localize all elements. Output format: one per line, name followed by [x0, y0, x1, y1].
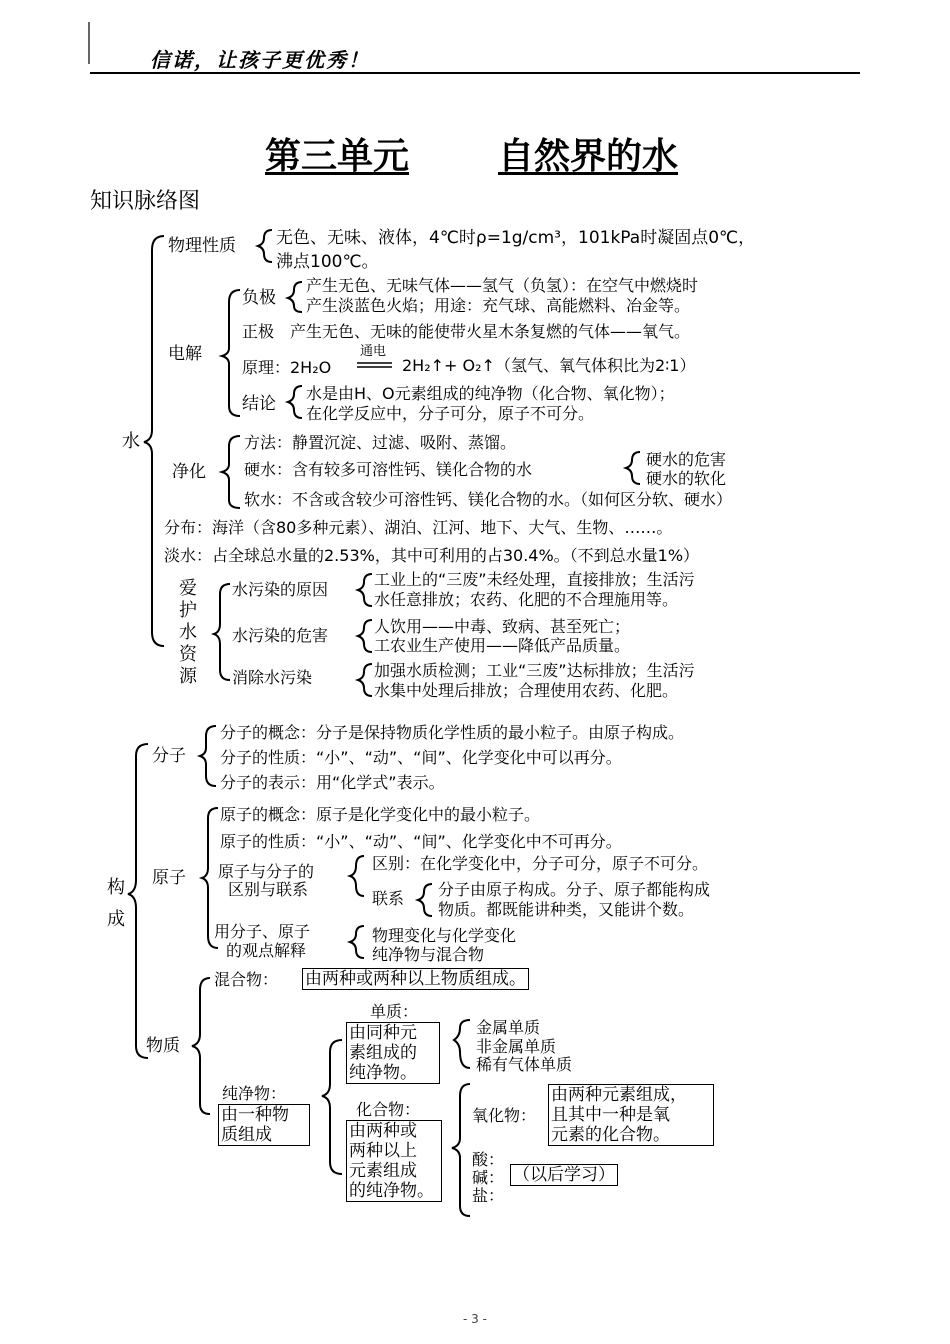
electrolysis-label: 电解	[168, 344, 202, 364]
pure-def-line-1: 由一种物	[221, 1105, 289, 1125]
composition-root: 构成	[107, 877, 125, 930]
brace-harm	[358, 620, 372, 652]
oxide-def-line-2: 且其中一种是氧	[551, 1105, 670, 1125]
pollution-harm-line-2: 工农业生产使用——降低产品质量。	[374, 636, 631, 655]
pollution-elim-line-1: 加强水质检测；工业“三废”达标排放；生活污	[374, 661, 695, 680]
atom-concept: 原子的概念：原子是化学变化中的最小粒子。	[220, 805, 541, 824]
purify-method: 方法：静置沉淀、过滤、吸附、蒸馏。	[244, 433, 517, 452]
link-label: 联系	[372, 889, 405, 908]
compound-definition-box	[346, 1120, 442, 1202]
atom-property: 原子的性质：“小”、“动”、“间”、化学变化中不可再分。	[220, 832, 622, 851]
pollution-elim-label: 消除水污染	[232, 668, 313, 687]
brace-physical	[258, 230, 272, 262]
negative-label: 负极	[242, 288, 276, 308]
brace-composition	[128, 744, 148, 1058]
pure-definition-box	[218, 1104, 310, 1146]
element-def-line-3: 纯净物。	[349, 1063, 417, 1083]
principle-products: 2H₂↑+ O₂↑（氢气、氧气体积比为2∶1）	[402, 356, 696, 375]
atom-label: 原子	[152, 868, 186, 888]
brace-matter	[192, 978, 210, 1114]
relation-line-1: 原子与分子的	[218, 862, 315, 881]
conclusion-line-2: 在化学反应中，分子可分，原子不可分。	[306, 404, 595, 423]
protect-label: 爱护水资源	[179, 578, 197, 687]
header-slogan: 信诺，让孩子更优秀！	[150, 48, 370, 72]
brace-water	[144, 236, 164, 646]
purify-label: 净化	[172, 462, 206, 482]
pollution-cause-line-2: 水任意排放；农药、化肥的不合理施用等。	[374, 590, 679, 609]
molecule-property: 分子的性质：“小”、“动”、“间”、化学变化中可以再分。	[220, 748, 622, 767]
mixture-definition-box	[302, 968, 529, 990]
brace-cause	[358, 574, 372, 606]
brace-hard	[626, 452, 640, 484]
molecule-concept: 分子的概念：分子是保持物质化学性质的最小粒子。由原子构成。	[220, 723, 685, 742]
conclusion-label: 结论	[242, 394, 276, 414]
pollution-harm-line-1: 人饮用——中毒、致病、甚至死亡；	[374, 617, 631, 636]
noble-gas-element: 稀有气体单质	[476, 1055, 573, 1074]
element-def-line-2: 素组成的	[349, 1043, 417, 1063]
molecule-notation: 分子的表示：用“化学式”表示。	[220, 773, 445, 792]
link-line-2: 物质。都既能讲种类，又能讲个数。	[438, 900, 695, 919]
matter-label: 物质	[146, 1036, 180, 1056]
view-item-pure-mixture: 纯净物与混合物	[372, 945, 485, 964]
brace-compound	[452, 1084, 470, 1216]
metal-element: 金属单质	[476, 1018, 541, 1037]
link-line-1: 分子由原子构成。分子、原子都能构成	[438, 880, 711, 899]
oxide-definition-box	[548, 1084, 714, 1146]
compound-def-line-1: 由两种或	[349, 1121, 417, 1141]
water-root: 水	[122, 431, 140, 452]
pure-label: 纯净物：	[222, 1084, 287, 1103]
relation-line-2: 区别与联系	[228, 880, 309, 899]
view-item-physical-chemical: 物理变化与化学变化	[372, 926, 517, 945]
relation-difference: 区别：在化学变化中，分子可分，原子不可分。	[372, 854, 709, 873]
principle-condition: 通电	[360, 344, 387, 359]
molecule-label: 分子	[152, 746, 186, 766]
conclusion-line-1: 水是由H、O元素组成的纯净物（化合物、氧化物）；	[306, 384, 675, 403]
later-study-box	[510, 1164, 618, 1186]
pollution-elim-line-2: 水集中处理后排放；合理使用农药、化肥。	[374, 681, 679, 700]
soft-water: 软水：不含或含较少可溶性钙、镁化合物的水。（如何区分软、硬水）	[244, 490, 733, 509]
negative-line-1: 产生无色、无味气体——氢气（负氢）：在空气中燃烧时	[306, 276, 699, 295]
unit-title: 自然界的水	[498, 136, 679, 177]
element-label: 单质：	[370, 1002, 419, 1021]
brace-elim	[358, 664, 372, 696]
physical-line-1: 无色、无味、液体，4℃时ρ=1g/cm³，101kPa时凝固点0℃，	[276, 228, 756, 248]
header-rule	[90, 72, 860, 74]
pollution-cause-label: 水污染的原因	[232, 580, 329, 599]
later-study: （以后学习）	[513, 1165, 615, 1185]
element-def-line-1: 由同种元	[349, 1023, 417, 1043]
oxide-label: 氧化物：	[472, 1106, 537, 1125]
brace-relation	[350, 856, 364, 896]
compound-def-line-2: 两种以上	[349, 1141, 417, 1161]
pollution-harm-label: 水污染的危害	[232, 626, 329, 645]
brace-purify	[222, 436, 240, 508]
brace-negative	[288, 282, 302, 312]
brace-element	[454, 1020, 470, 1068]
distribution-line: 分布：海洋（含80多种元素）、湖泊、江河、地下、大气、生物、……。	[164, 518, 673, 537]
nonmetal-element: 非金属单质	[476, 1037, 557, 1056]
brace-pure	[322, 1040, 342, 1174]
salt-label: 盐：	[472, 1186, 505, 1205]
base-label: 碱：	[472, 1168, 505, 1187]
hard-water: 硬水：含有较多可溶性钙、镁化合物的水	[244, 460, 533, 479]
element-definition-box	[346, 1022, 440, 1084]
acid-label: 酸：	[472, 1150, 505, 1169]
pure-def-line-2: 质组成	[221, 1125, 272, 1145]
positive-line: 正极 产生无色、无味的能使带火星木条复燃的气体——氧气。	[242, 322, 691, 341]
physical-label: 物理性质	[168, 236, 236, 256]
section-subtitle: 知识脉络图	[90, 189, 201, 214]
physical-line-2: 沸点100℃。	[276, 252, 379, 272]
negative-line-2: 产生淡蓝色火焰；用途：充气球、高能燃料、冶金等。	[306, 296, 691, 315]
mixture-definition: 由两种或两种以上物质组成。	[305, 969, 526, 989]
brace-molecule	[200, 726, 216, 786]
view-line-1: 用分子、原子	[214, 922, 311, 941]
hard-water-soften: 硬水的软化	[646, 469, 727, 488]
hard-water-harm: 硬水的危害	[646, 450, 727, 469]
oxide-def-line-1: 由两种元素组成，	[551, 1085, 687, 1105]
brace-link	[418, 884, 432, 916]
brace-conclusion	[288, 386, 302, 418]
margin-mark	[88, 22, 90, 64]
view-line-2: 的观点解释	[226, 941, 307, 960]
unit-number: 第三单元	[265, 136, 410, 177]
compound-label: 化合物：	[356, 1100, 421, 1119]
mixture-label: 混合物：	[214, 970, 279, 989]
brace-electrolysis	[222, 290, 240, 416]
principle-label: 原理：2H₂O	[242, 358, 332, 377]
fresh-water-line: 淡水：占全球总水量的2.53%，其中可利用的占30.4%。（不到总水量1%）	[164, 546, 700, 565]
brace-view	[350, 926, 364, 958]
pollution-cause-line-1: 工业上的“三废”未经处理，直接排放；生活污	[374, 570, 695, 589]
brace-protect	[214, 584, 230, 680]
compound-def-line-4: 的纯净物。	[349, 1181, 434, 1201]
compound-def-line-3: 元素组成	[349, 1161, 417, 1181]
page-number: - 3 -	[463, 1312, 487, 1326]
oxide-def-line-3: 元素的化合物。	[551, 1125, 670, 1145]
